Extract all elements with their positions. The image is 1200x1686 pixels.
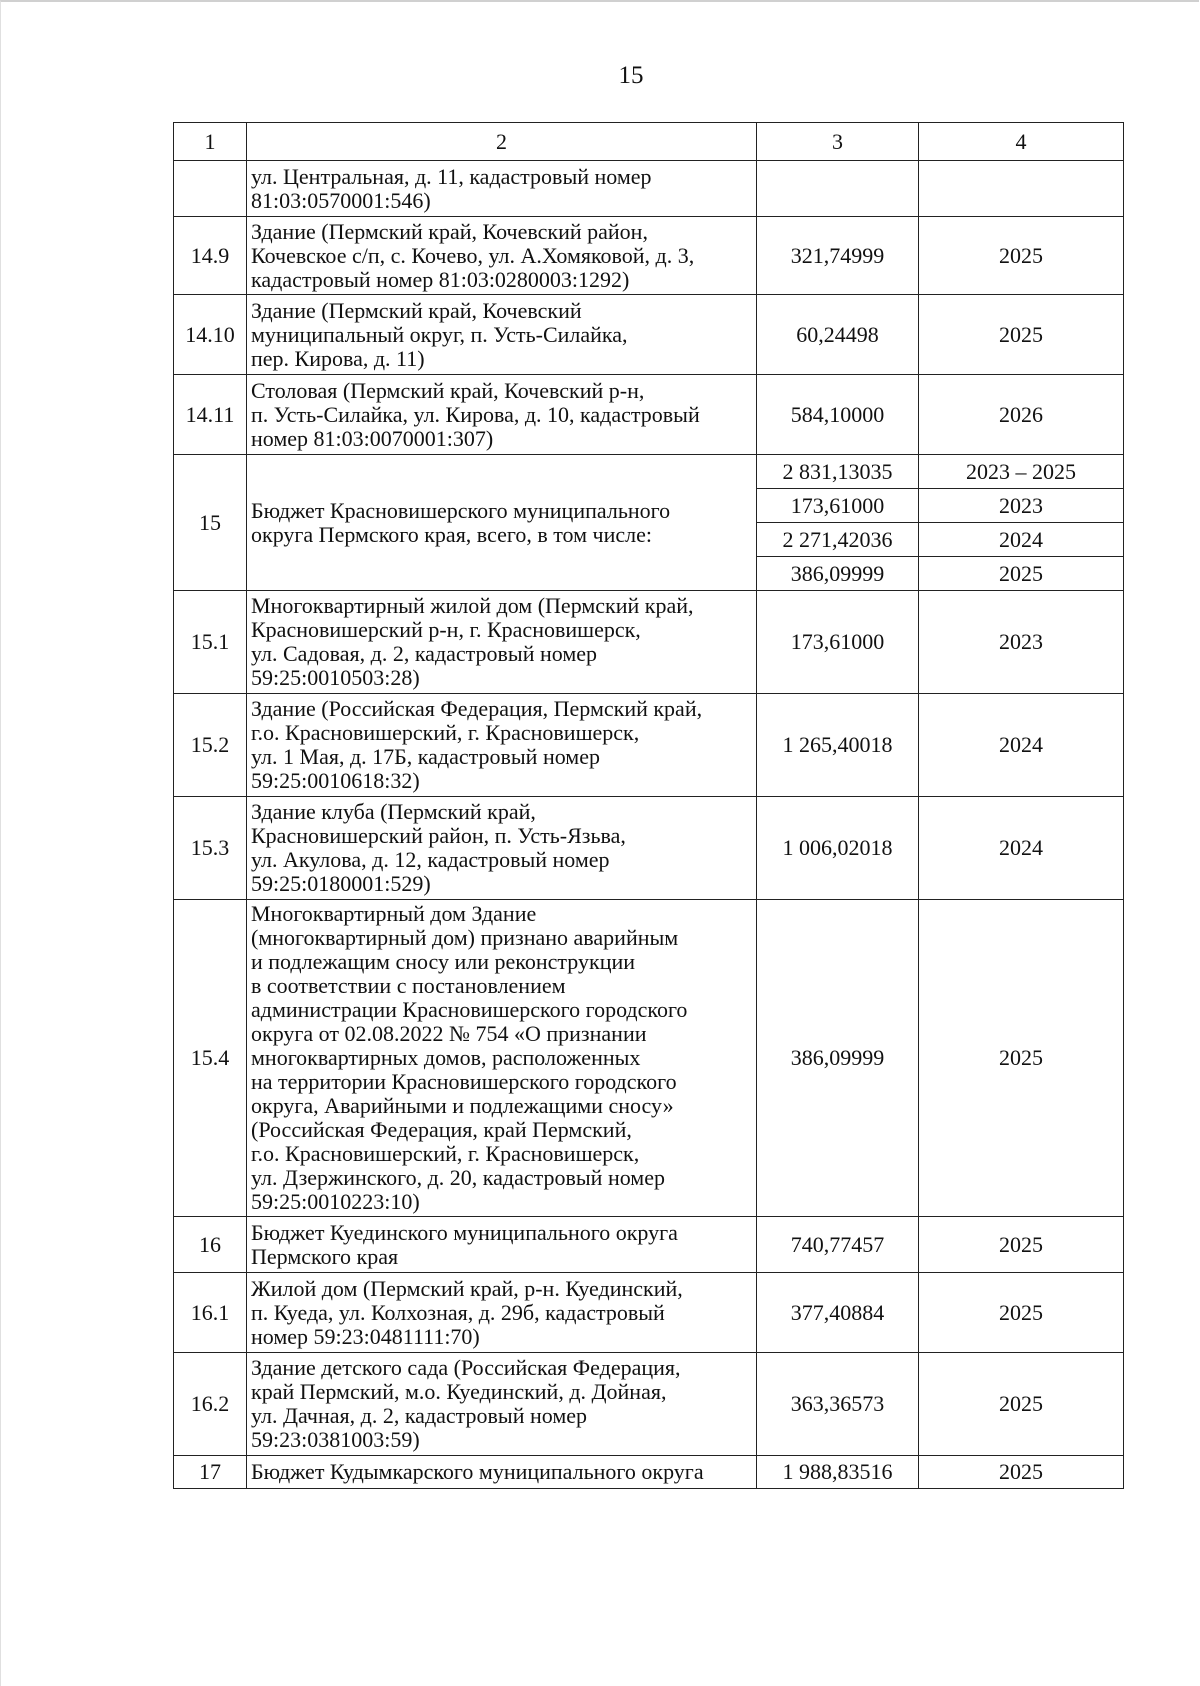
row-year: 2023 xyxy=(919,489,1124,523)
row-number: 15.3 xyxy=(174,797,247,900)
row-amount: 60,24498 xyxy=(757,295,919,375)
row-description: Здание (Пермский край, Кочевский муниципальный округ, п. Усть-Силайка, пер. Кирова, д. 11) xyxy=(247,295,757,375)
row-description: Столовая (Пермский край, Кочевский р-н, п. Усть-Силайка, ул. Кирова, д. 10, кадастровый номер 81:03:0070001:307) xyxy=(247,375,757,455)
row-year: 2024 xyxy=(919,523,1124,557)
row-amount xyxy=(757,161,919,217)
column-header: 4 xyxy=(919,123,1124,161)
row-year: 2025 xyxy=(919,1353,1124,1456)
row-year: 2024 xyxy=(919,797,1124,900)
table-header-row xyxy=(174,123,1124,161)
table-row xyxy=(174,591,1124,694)
row-amount: 386,09999 xyxy=(757,900,919,1217)
row-description: Бюджет Куединского муниципального округа Пермского края xyxy=(247,1217,757,1273)
table-row xyxy=(174,1273,1124,1353)
row-number: 17 xyxy=(174,1456,247,1489)
table-row xyxy=(174,900,1124,1217)
column-header: 1 xyxy=(174,123,247,161)
row-year: 2025 xyxy=(919,1273,1124,1353)
row-number: 16.1 xyxy=(174,1273,247,1353)
row-amount: 386,09999 xyxy=(757,557,919,591)
row-description: Бюджет Кудымкарского муниципального округа xyxy=(247,1456,757,1489)
table-row xyxy=(174,161,1124,217)
row-year: 2026 xyxy=(919,375,1124,455)
row-amount: 1 006,02018 xyxy=(757,797,919,900)
column-header: 2 xyxy=(247,123,757,161)
row-amount: 2 271,42036 xyxy=(757,523,919,557)
row-number: 15 xyxy=(174,455,247,591)
row-description: Жилой дом (Пермский край, р-н. Куединский, п. Куеда, ул. Колхозная, д. 29б, кадастровый номер 59:23:0481111:70) xyxy=(247,1273,757,1353)
row-amount: 363,36573 xyxy=(757,1353,919,1456)
row-description: Здание (Пермский край, Кочевский район, Кочевское с/п, с. Кочево, ул. А.Хомяковой, д. 3, кадастровый номер 81:03:0280003:1292) xyxy=(247,217,757,295)
row-number xyxy=(174,161,247,217)
table-row xyxy=(174,455,1124,489)
page-number: 15 xyxy=(618,62,644,89)
row-number: 15.1 xyxy=(174,591,247,694)
row-number: 14.10 xyxy=(174,295,247,375)
row-amount: 173,61000 xyxy=(757,489,919,523)
row-year: 2025 xyxy=(919,1456,1124,1489)
row-year: 2025 xyxy=(919,900,1124,1217)
row-year: 2025 xyxy=(919,217,1124,295)
row-year: 2024 xyxy=(919,694,1124,797)
row-year: 2023 – 2025 xyxy=(919,455,1124,489)
row-amount: 173,61000 xyxy=(757,591,919,694)
table-row xyxy=(174,217,1124,295)
row-description: Здание детского сада (Российская Федерация, край Пермский, м.о. Куединский, д. Дойная, ул. Дачная, д. 2, кадастровый номер 59:23:0381003:59) xyxy=(247,1353,757,1456)
row-description: Здание (Российская Федерация, Пермский край, г.о. Красновишерский, г. Красновишерск, ул. 1 Мая, д. 17Б, кадастровый номер 59:25:0010618:32) xyxy=(247,694,757,797)
row-amount: 584,10000 xyxy=(757,375,919,455)
row-amount: 377,40884 xyxy=(757,1273,919,1353)
table-row xyxy=(174,375,1124,455)
row-description: Многоквартирный жилой дом (Пермский край, Красновишерский р-н, г. Красновишерск, ул. Садовая, д. 2, кадастровый номер 59:25:0010503:28) xyxy=(247,591,757,694)
row-description: Здание клуба (Пермский край, Красновишерский район, п. Усть-Язьва, ул. Акулова, д. 12, кадастровый номер 59:25:0180001:529) xyxy=(247,797,757,900)
row-number: 14.9 xyxy=(174,217,247,295)
row-year: 2025 xyxy=(919,295,1124,375)
table-row xyxy=(174,797,1124,900)
row-number: 16.2 xyxy=(174,1353,247,1456)
table-row xyxy=(174,694,1124,797)
row-amount: 2 831,13035 xyxy=(757,455,919,489)
row-amount: 321,74999 xyxy=(757,217,919,295)
row-number: 15.2 xyxy=(174,694,247,797)
row-year: 2025 xyxy=(919,557,1124,591)
row-number: 14.11 xyxy=(174,375,247,455)
row-description: Бюджет Красновишерского муниципального округа Пермского края, всего, в том числе: xyxy=(247,455,757,591)
budget-table xyxy=(173,122,1124,1489)
row-description: Многоквартирный дом Здание (многоквартирный дом) признано аварийным и подлежащим сносу или реконструкции в соответствии с постановлением администрации Красновишерского городского округа от 02.08.2022 № 754 «О признании многоквартирных домов, расположенных на территории Красновишерского городского округа, Аварийными и подлежащими сносу» (Российская Федерация, край Пермский, г.о. Красновишерский, г. Красновишерск, ул. Дзержинского, д. 20, кадастровый номер 59:25:0010223:10) xyxy=(247,900,757,1217)
row-number: 16 xyxy=(174,1217,247,1273)
table-row xyxy=(174,1456,1124,1489)
row-amount: 740,77457 xyxy=(757,1217,919,1273)
row-year: 2023 xyxy=(919,591,1124,694)
row-year xyxy=(919,161,1124,217)
row-number: 15.4 xyxy=(174,900,247,1217)
row-description: ул. Центральная, д. 11, кадастровый номер 81:03:0570001:546) xyxy=(247,161,757,217)
table-row xyxy=(174,1217,1124,1273)
table-row xyxy=(174,1353,1124,1456)
row-amount: 1 988,83516 xyxy=(757,1456,919,1489)
column-header: 3 xyxy=(757,123,919,161)
table-row xyxy=(174,295,1124,375)
row-year: 2025 xyxy=(919,1217,1124,1273)
row-amount: 1 265,40018 xyxy=(757,694,919,797)
